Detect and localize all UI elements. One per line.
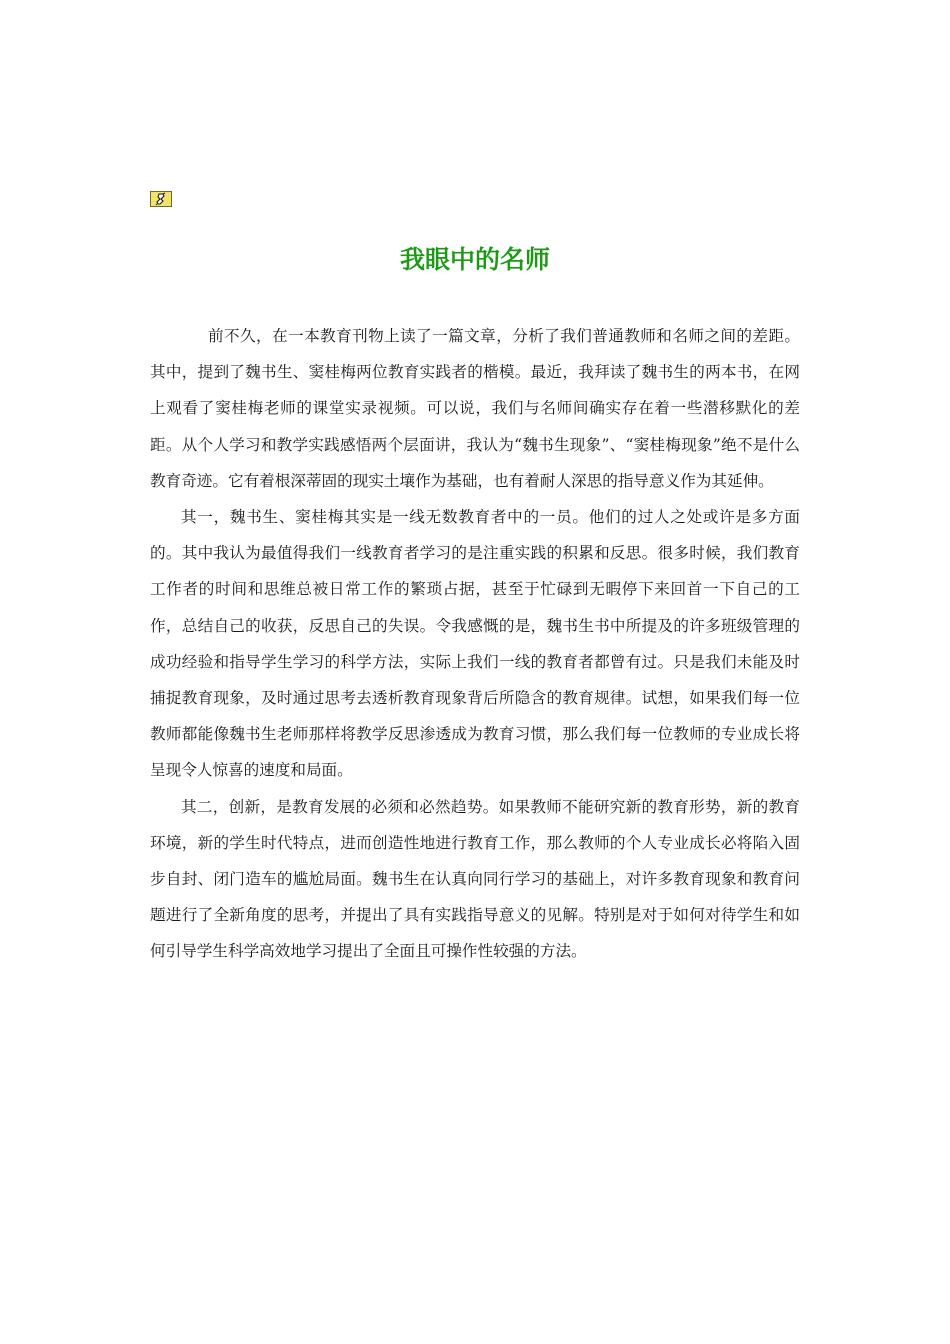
paragraph-1: 前不久，在一本教育刊物上读了一篇文章，分析了我们普通教师和名师之间的差距。其中，提到了魏书生、窦桂梅两位教育实践者的楷模。最近，我拜读了魏书生的两本书，在网上观看了窦桂梅老师的课堂实录视频。可以说，我们与名师间确实存在着一些潜移默化的差距。从个人学习和教学实践感悟两个层面讲，我认为“魏书生现象”、“窦桂梅现象”绝不是什么教育奇迹。它有着根深蒂固的现实土壤作为基础，也有着耐人深思的指导意义作为其延伸。 bbox=[150, 327, 800, 490]
embedded-object-glyph bbox=[151, 192, 171, 206]
paragraph-2: 其一，魏书生、窦桂梅其实是一线无数教育者中的一员。他们的过人之处或许是多方面的。其中我认为最值得我们一线教育者学习的是注重实践的积累和反思。很多时候，我们教育工作者的时间和思维总被日常工作的繁琐占据，甚至于忙碌到无暇停下来回首一下自己的工作，总结自己的收获，反思自己的失误。令我感慨的是，魏书生书中所提及的许多班级管理的成功经验和指导学生学习的科学方法，实际上我们一线的教育者都曾有过。只是我们未能及时捕捉教育现象，及时通过思考去透析教育现象背后所隐含的教育规律。试想，如果我们每一位教师都能像魏书生老师那样将教学反思渗透成为教育习惯，那么我们每一位教师的专业成长将呈现令人惊喜的速度和局面。 bbox=[150, 508, 800, 780]
page-title: 我眼中的名师 bbox=[399, 245, 550, 274]
article-body bbox=[150, 318, 800, 970]
paragraph-3: 其二，创新，是教育发展的必须和必然趋势。如果教师不能研究新的教育形势，新的教育环境，新的学生时代特点，进而创造性地进行教育工作，那么教师的个人专业成长必将陷入固步自封、闭门造车的尴尬局面。魏书生在认真向同行学习的基础上，对许多教育现象和教育问题进行了全新角度的思考，并提出了具有实践指导意义的见解。特别是对于如何对待学生和如何引导学生科学高效地学习提出了全面且可操作性较强的方法。 bbox=[150, 797, 800, 961]
embedded-object-icon[interactable] bbox=[150, 191, 172, 207]
